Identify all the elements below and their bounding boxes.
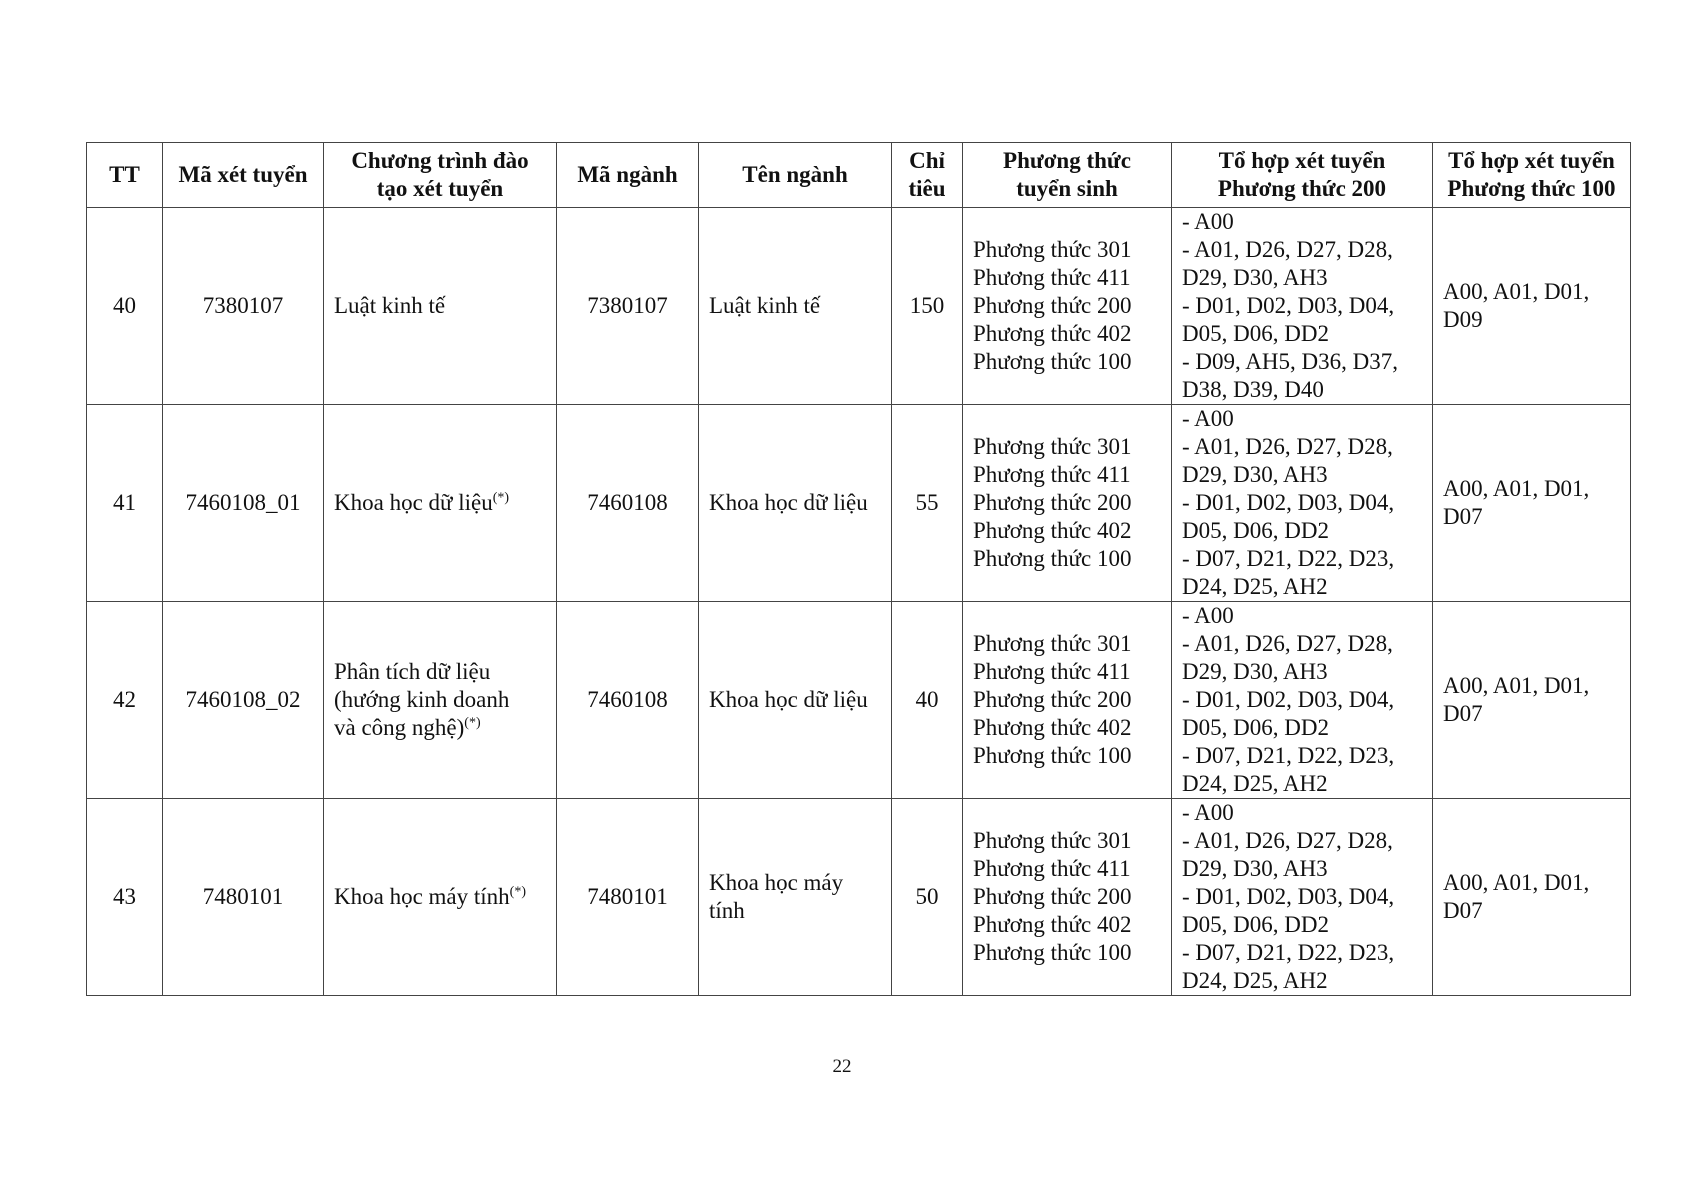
- cell-chi-tieu: 55: [892, 405, 963, 602]
- program-name: Phân tích dữ liệu (hướng kinh doanh và công nghệ): [334, 659, 510, 740]
- header-ten-nganh: Tên ngành: [699, 143, 892, 208]
- cell-to-hop-100: A00, A01, D01, D07: [1433, 405, 1631, 602]
- cell-ma-xet-tuyen: 7460108_01: [163, 405, 324, 602]
- cell-to-hop-100: A00, A01, D01, D07: [1433, 602, 1631, 799]
- header-chi-tieu: Chỉ tiêu: [892, 143, 963, 208]
- cell-chi-tieu: 40: [892, 602, 963, 799]
- cell-ten-nganh: Khoa học máy tính: [699, 799, 892, 996]
- cell-ma-xet-tuyen: 7480101: [163, 799, 324, 996]
- table-row: [87, 405, 1631, 602]
- table-row: [87, 799, 1631, 996]
- cell-ma-nganh: 7460108: [557, 405, 699, 602]
- cell-to-hop-200: - A00 - A01, D26, D27, D28, D29, D30, AH3 - D01, D02, D03, D04, D05, D06, DD2 - D09, AH5, D36, D37, D38, D39, D40: [1172, 208, 1433, 405]
- cell-ten-nganh: Khoa học dữ liệu: [699, 602, 892, 799]
- cell-tt: 43: [87, 799, 163, 996]
- cell-tt: 42: [87, 602, 163, 799]
- cell-chuong-trinh: [324, 602, 557, 799]
- table-row: [87, 602, 1631, 799]
- cell-chi-tieu: 150: [892, 208, 963, 405]
- admissions-table: [86, 142, 1631, 996]
- cell-ten-nganh: Luật kinh tế: [699, 208, 892, 405]
- cell-tt: 40: [87, 208, 163, 405]
- program-name: Khoa học máy tính: [334, 884, 510, 909]
- program-name: Khoa học dữ liệu: [334, 490, 493, 515]
- page-number: 22: [832, 1056, 852, 1077]
- table-row: [87, 208, 1631, 405]
- cell-chuong-trinh: [324, 799, 557, 996]
- cell-to-hop-100: A00, A01, D01, D07: [1433, 799, 1631, 996]
- cell-to-hop-200: - A00 - A01, D26, D27, D28, D29, D30, AH3 - D01, D02, D03, D04, D05, D06, DD2 - D07, D21, D22, D23, D24, D25, AH2: [1172, 405, 1433, 602]
- header-ma-nganh: Mã ngành: [557, 143, 699, 208]
- cell-ten-nganh: Khoa học dữ liệu: [699, 405, 892, 602]
- cell-ma-nganh: 7480101: [557, 799, 699, 996]
- cell-tt: 41: [87, 405, 163, 602]
- header-ma-xet-tuyen: Mã xét tuyển: [163, 143, 324, 208]
- header-phuong-thuc: Phương thức tuyển sinh: [963, 143, 1172, 208]
- program-name: Luật kinh tế: [334, 293, 446, 318]
- cell-phuong-thuc: Phương thức 301 Phương thức 411 Phương thức 200 Phương thức 402 Phương thức 100: [963, 799, 1172, 996]
- cell-ma-xet-tuyen: 7380107: [163, 208, 324, 405]
- cell-to-hop-200: - A00 - A01, D26, D27, D28, D29, D30, AH3 - D01, D02, D03, D04, D05, D06, DD2 - D07, D21, D22, D23, D24, D25, AH2: [1172, 799, 1433, 996]
- cell-to-hop-100: A00, A01, D01, D09: [1433, 208, 1631, 405]
- header-tt: TT: [87, 143, 163, 208]
- cell-ma-xet-tuyen: 7460108_02: [163, 602, 324, 799]
- program-note: (*): [464, 715, 481, 731]
- cell-phuong-thuc: Phương thức 301 Phương thức 411 Phương thức 200 Phương thức 402 Phương thức 100: [963, 208, 1172, 405]
- header-row: [87, 143, 1631, 208]
- cell-ma-nganh: 7460108: [557, 602, 699, 799]
- cell-chi-tieu: 50: [892, 799, 963, 996]
- cell-chuong-trinh: [324, 208, 557, 405]
- cell-ma-nganh: 7380107: [557, 208, 699, 405]
- cell-chuong-trinh: [324, 405, 557, 602]
- header-to-hop-200: Tổ hợp xét tuyển Phương thức 200: [1172, 143, 1433, 208]
- program-note: (*): [492, 490, 510, 506]
- header-chuong-trinh: Chương trình đào tạo xét tuyển: [324, 143, 557, 208]
- header-to-hop-100: Tổ hợp xét tuyển Phương thức 100: [1433, 143, 1631, 208]
- program-note: (*): [509, 884, 526, 900]
- cell-to-hop-200: - A00 - A01, D26, D27, D28, D29, D30, AH3 - D01, D02, D03, D04, D05, D06, DD2 - D07, D21, D22, D23, D24, D25, AH2: [1172, 602, 1433, 799]
- cell-phuong-thuc: Phương thức 301 Phương thức 411 Phương thức 200 Phương thức 402 Phương thức 100: [963, 602, 1172, 799]
- cell-phuong-thuc: Phương thức 301 Phương thức 411 Phương thức 200 Phương thức 402 Phương thức 100: [963, 405, 1172, 602]
